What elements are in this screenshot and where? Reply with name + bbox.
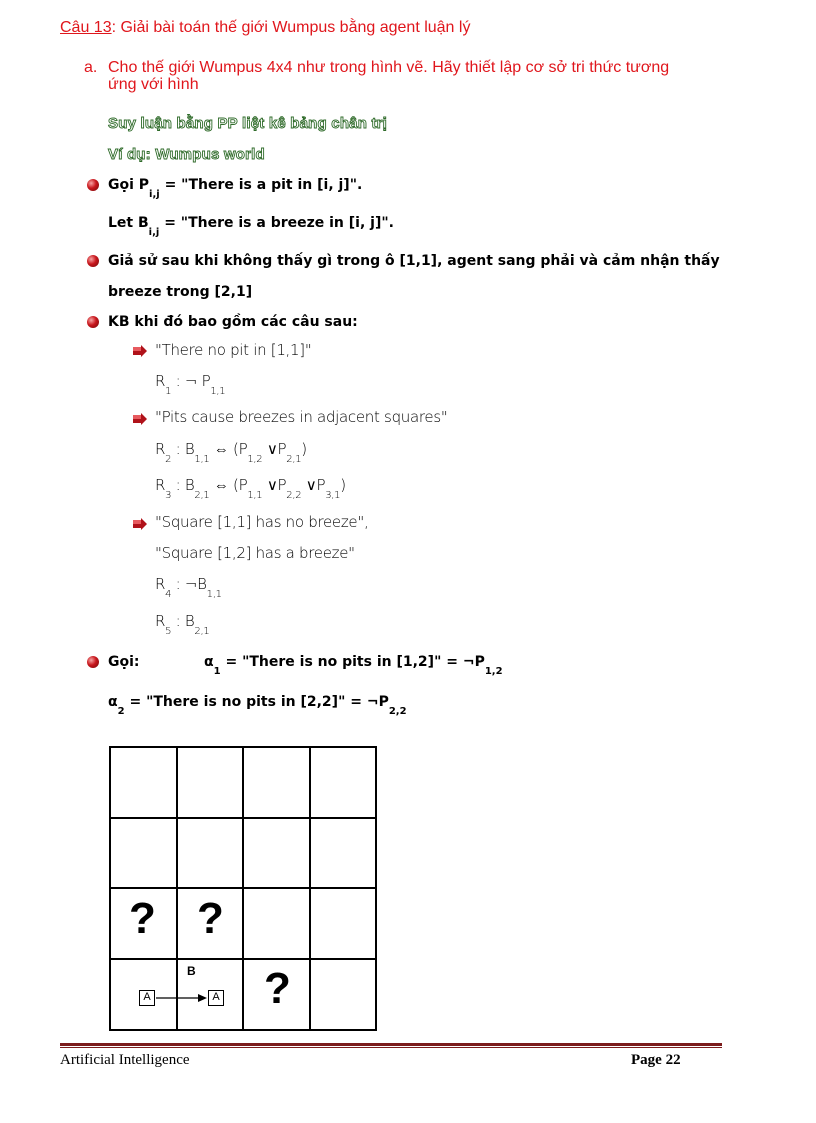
- arrow-bullet-icon: [133, 518, 147, 530]
- breeze-label: B: [187, 964, 196, 978]
- question-heading: [60, 19, 470, 37]
- assumption-line1: Giả sử sau khi không thấy gì trong ô [1,1], agent sang phải và cảm nhận thấy: [108, 253, 720, 269]
- grid-divider: [111, 958, 375, 960]
- rule-r3: $R_3$ : $B_{2,1}$ ⇔ ($P_{1,1}$ $\vee P_{2,2}$ $\vee P_{3,1}$): [155, 476, 346, 501]
- agent-current-box: A: [208, 990, 224, 1006]
- unknown-cell-1-2: ?: [129, 894, 156, 943]
- sentence-no-breeze: "Square [1,1] has no breeze",: [155, 513, 369, 531]
- bullet-icon: [87, 656, 99, 668]
- alpha2-definition: $\alpha_2$ = "There is no pits in [2,2]" = $\neg P_{2,2}$: [108, 694, 407, 717]
- arrow-bullet-icon: [133, 413, 147, 425]
- unknown-cell-3-1: ?: [264, 964, 291, 1013]
- item-a-marker: a.: [84, 59, 98, 76]
- grid-divider: [111, 817, 375, 819]
- alpha1-definition: $\alpha_1$ = "There is no pits in [1,2]" = $\neg P_{1,2}$: [204, 654, 503, 677]
- bullet-icon: [87, 316, 99, 328]
- item-a-line2: ứng với hình: [108, 76, 199, 93]
- sentence-has-breeze: "Square [1,2] has a breeze": [155, 544, 355, 562]
- footer-rule: [60, 1043, 722, 1046]
- bullet-icon: [87, 179, 99, 191]
- goi-label: Gọi:: [108, 654, 140, 670]
- rule-r4: $R_4$ : $\neg B_{1,1}$: [155, 575, 222, 600]
- bullet-icon: [87, 255, 99, 267]
- page-number: Page 22: [631, 1052, 681, 1068]
- assumption-line2: breeze trong [2,1]: [108, 284, 253, 300]
- rule-r2: $R_2$ : $B_{1,1}$ ⇔ ($P_{1,2}$ $\vee P_{2,1}$): [155, 440, 307, 465]
- footer-title: Artificial Intelligence: [60, 1052, 190, 1068]
- kb-intro: KB khi đó bao gồm các câu sau:: [108, 314, 358, 330]
- grid-divider: [111, 887, 375, 889]
- item-a-line1: Cho thế giới Wumpus 4x4 như trong hình vẽ. Hãy thiết lập cơ sở tri thức tương: [108, 59, 670, 76]
- slide-title: Suy luận bằng PP liệt kê bảng chân trị: [108, 115, 388, 132]
- question-number: Câu 13: [60, 19, 112, 36]
- unknown-cell-2-2: ?: [197, 894, 224, 943]
- question-title: : Giải bài toán thế giới Wumpus bằng agent luận lý: [111, 19, 471, 36]
- sentence-pits-cause-breezes: "Pits cause breezes in adjacent squares": [155, 408, 448, 426]
- definition-breeze: Let $B_{i,j}$ = "There is a breeze in [i, j]".: [108, 215, 394, 238]
- sentence-no-pit: "There no pit in [1,1]": [155, 341, 312, 359]
- rule-r1: $R_1$ : ¬ $P_{1,1}$: [155, 372, 226, 397]
- slide-subtitle: Ví dụ: Wumpus world: [108, 146, 265, 163]
- footer-rule-thin: [60, 1047, 722, 1048]
- arrow-bullet-icon: [133, 345, 147, 357]
- agent-move-arrow-icon: [156, 993, 207, 1003]
- rule-r5: $R_5$ : $B_{2,1}$: [155, 612, 210, 637]
- wumpus-grid: [109, 746, 377, 1031]
- definition-pit: Gọi $P_{i,j}$ = "There is a pit in [i, j]".: [108, 177, 363, 200]
- agent-start-box: A: [139, 990, 155, 1006]
